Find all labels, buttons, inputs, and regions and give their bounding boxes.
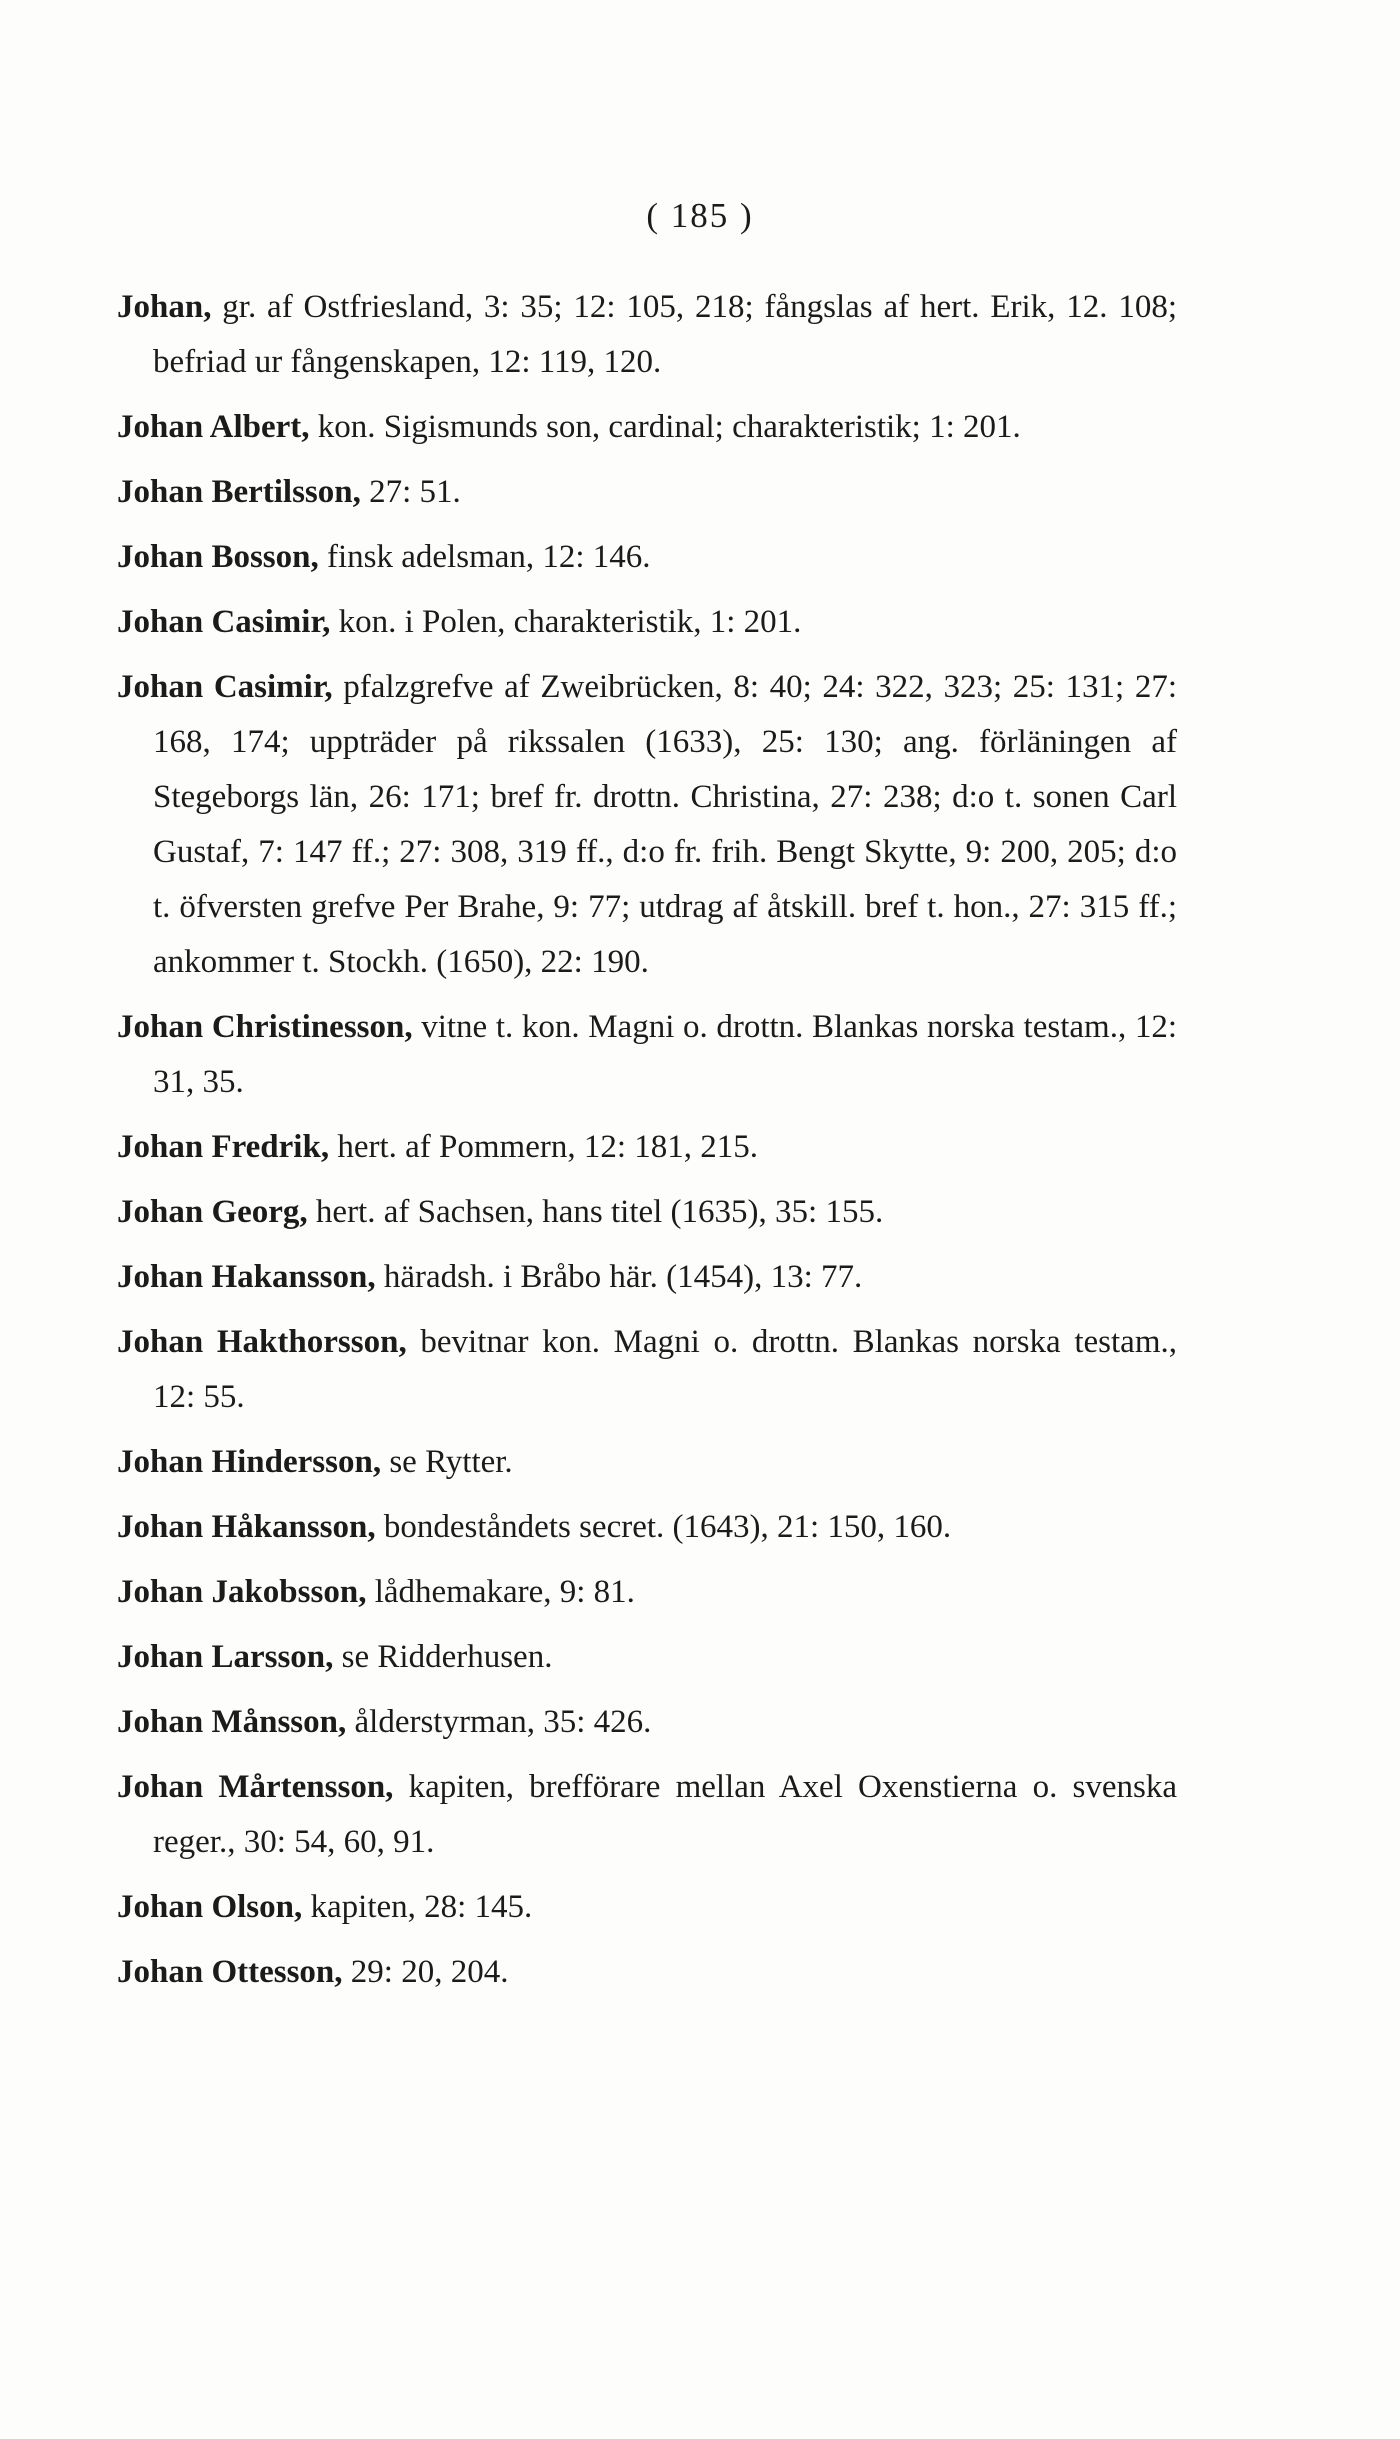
entry-details: se Ridderhusen. <box>333 1639 553 1675</box>
entry-details: hert. af Pommern, 12: 181, 215. <box>329 1129 759 1165</box>
entry-name: Johan Håkansson, <box>117 1509 376 1545</box>
entry-name: Johan Hindersson, <box>117 1444 382 1480</box>
entry-name: Johan Månsson, <box>117 1704 347 1740</box>
entry-name: Johan Bosson, <box>117 539 319 575</box>
entry-name: Johan Casimir, <box>117 669 333 705</box>
entry-name: Johan Jakobsson, <box>117 1574 367 1610</box>
entry-name: Johan Bertilsson, <box>117 474 361 510</box>
index-entry <box>117 1000 1177 1110</box>
page-number: ( 185 ) <box>646 196 754 235</box>
index-entry-list <box>117 280 1177 2010</box>
index-entry <box>117 1500 1177 1555</box>
entry-details: pfalzgrefve af Zweibrücken, 8: 40; 24: 322, 323; 25: 131; 27: 168, 174; uppträder på rikssalen (1633), 25: 130; ang. förläningen af Stegeborgs län, 26: 171; bref fr. drottn. Christina, 27: 238; d:o t. sonen Carl Gustaf, 7: 147 ff.; 27: 308, 319 ff., d:o fr. frih. Bengt Skytte, 9: 200, 205; d:o t. öfversten grefve Per Brahe, 9: 77; utdrag af åtskill. bref t. hon., 27: 315 ff.; ankommer t. Stockh. (1650), 22: 190. <box>153 669 1177 980</box>
entry-name: Johan Georg, <box>117 1194 308 1230</box>
entry-details: häradsh. i Bråbo här. (1454), 13: 77. <box>375 1259 863 1295</box>
entry-details: 29: 20, 204. <box>342 1954 509 1990</box>
entry-details: kon. Sigismunds son, cardinal; charakteristik; 1: 201. <box>309 409 1021 445</box>
entry-details: kapiten, 28: 145. <box>302 1889 533 1925</box>
index-entry <box>117 1315 1177 1425</box>
entry-name: Johan Hakthorsson, <box>117 1324 407 1360</box>
index-entry <box>117 1250 1177 1305</box>
index-entry <box>117 1565 1177 1620</box>
entry-details: gr. af Ostfriesland, 3: 35; 12: 105, 218; fångslas af hert. Erik, 12. 108; befriad ur fångenskapen, 12: 119, 120. <box>153 289 1177 380</box>
index-entry <box>117 1120 1177 1175</box>
index-entry <box>117 280 1177 390</box>
entry-details: 27: 51. <box>360 474 461 510</box>
entry-details: bevitnar kon. Magni o. drottn. Blankas norska testam., 12: 55. <box>153 1324 1177 1415</box>
entry-name: Johan, <box>117 289 212 325</box>
index-entry <box>117 400 1177 455</box>
entry-details: vitne t. kon. Magni o. drottn. Blankas norska testam., 12: 31, 35. <box>153 1009 1177 1100</box>
entry-details: hert. af Sachsen, hans titel (1635), 35: 155. <box>307 1194 884 1230</box>
entry-details: bondeståndets secret. (1643), 21: 150, 160. <box>375 1509 952 1545</box>
index-entry <box>117 660 1177 990</box>
entry-name: Johan Christinesson, <box>117 1009 413 1045</box>
entry-name: Johan Mårtensson, <box>117 1769 394 1805</box>
index-entry <box>117 1435 1177 1490</box>
entry-details: finsk adelsman, 12: 146. <box>318 539 651 575</box>
entry-details: kapiten, brefförare mellan Axel Oxenstierna o. svenska reger., 30: 54, 60, 91. <box>153 1769 1177 1860</box>
index-entry <box>117 530 1177 585</box>
index-entry <box>117 1760 1177 1870</box>
index-entry <box>117 1695 1177 1750</box>
index-entry <box>117 595 1177 650</box>
entry-details: kon. i Polen, charakteristik, 1: 201. <box>330 604 802 640</box>
entry-name: Johan Casimir, <box>117 604 331 640</box>
entry-name: Johan Hakansson, <box>117 1259 376 1295</box>
entry-name: Johan Albert, <box>117 409 310 445</box>
index-entry <box>117 465 1177 520</box>
entry-details: ålderstyrman, 35: 426. <box>346 1704 652 1740</box>
entry-name: Johan Fredrik, <box>117 1129 330 1165</box>
entry-details: lådhemakare, 9: 81. <box>366 1574 635 1610</box>
index-entry <box>117 1880 1177 1935</box>
entry-name: Johan Olson, <box>117 1889 303 1925</box>
index-entry <box>117 1630 1177 1685</box>
entry-details: se Rytter. <box>381 1444 513 1480</box>
entry-name: Johan Ottesson, <box>117 1954 343 1990</box>
index-entry <box>117 1945 1177 2000</box>
index-entry <box>117 1185 1177 1240</box>
entry-name: Johan Larsson, <box>117 1639 334 1675</box>
